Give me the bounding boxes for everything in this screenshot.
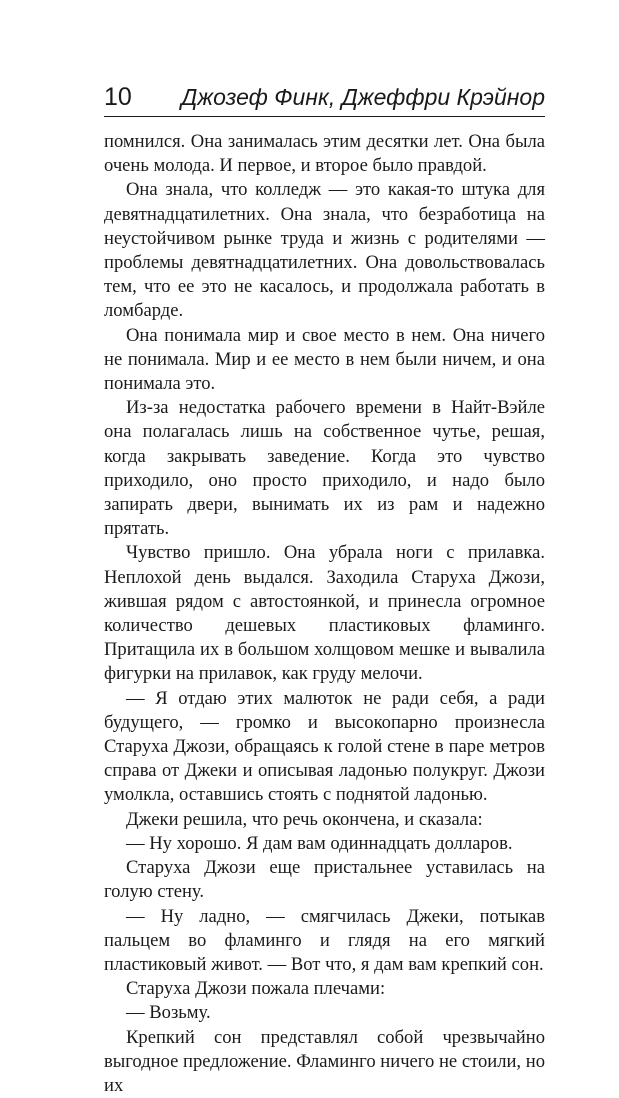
paragraph: Джеки решила, что речь окончена, и сказала: [126,808,483,830]
paragraph: Она знала, что колледж — это какая-то штука для девятнадцатилетних. Она знала, что безработица на неустойчивом рынке труда и жизнь с родителями — проблемы девятнадцатилетних. Она довольствовалась тем, что ее это не касалось, и продолжала работать в ломбарде. [104,179,545,322]
paragraph: — Возьму. [126,1002,211,1024]
running-title: Джозеф Финк, Джеффри Крэйнор [181,84,545,110]
paragraph: Старуха Джози еще пристальнее уставилась на голую стену. [104,857,545,903]
paragraph: — Ну ладно, — смягчилась Джеки, потыкав пальцем во фламинго и глядя на его мягкий пластиковый живот. — Вот что, я дам вам крепкий сон. [104,905,545,975]
body-text [104,130,545,1098]
paragraph: — Я отдаю этих малюток не ради себя, а ради будущего, — громко и высокопарно произнесла Старуха Джози, обращаясь к голой стене в паре метров справа от Джеки и описывая ладонью полукруг. Джози умолкла, оставшись стоять с поднятой ладонью. [104,687,545,806]
paragraph: Из-за недостатка рабочего времени в Найт-Вэйле она полагалась лишь на собственное чутье, решая, когда закрывать заведение. Когда это чувство приходило, оно просто приходило, и надо было запирать двери, вынимать их из рам и надежно прятать. [104,397,545,540]
paragraph: Старуха Джози пожала плечами: [126,978,386,1000]
paragraph: Крепкий сон представлял собой чрезвычайно выгодное предложение. Фламинго ничего не стоили, но их [104,1026,545,1096]
page-number: 10 [104,83,132,111]
paragraph: помнился. Она занималась этим десятки лет. Она была очень молода. И первое, и второе было правдой. [104,131,545,177]
paragraph: Чувство пришло. Она убрала ноги с прилавка. Неплохой день выдался. Заходила Старуха Джози, жившая рядом с автостоянкой, и принесла огромное количество дешевых пластиковых фламинго. Притащила их в большом холщовом мешке и вывалила фигурки на прилавок, как груду мелочи. [104,542,545,685]
header-rule [104,116,545,117]
paragraph: Она понимала мир и свое место в нем. Она ничего не понимала. Мир и ее место в нем были ничем, и она понимала это. [104,324,545,395]
paragraph: — Ну хорошо. Я дам вам одиннадцать долларов. [126,832,513,854]
page-header [104,82,545,118]
